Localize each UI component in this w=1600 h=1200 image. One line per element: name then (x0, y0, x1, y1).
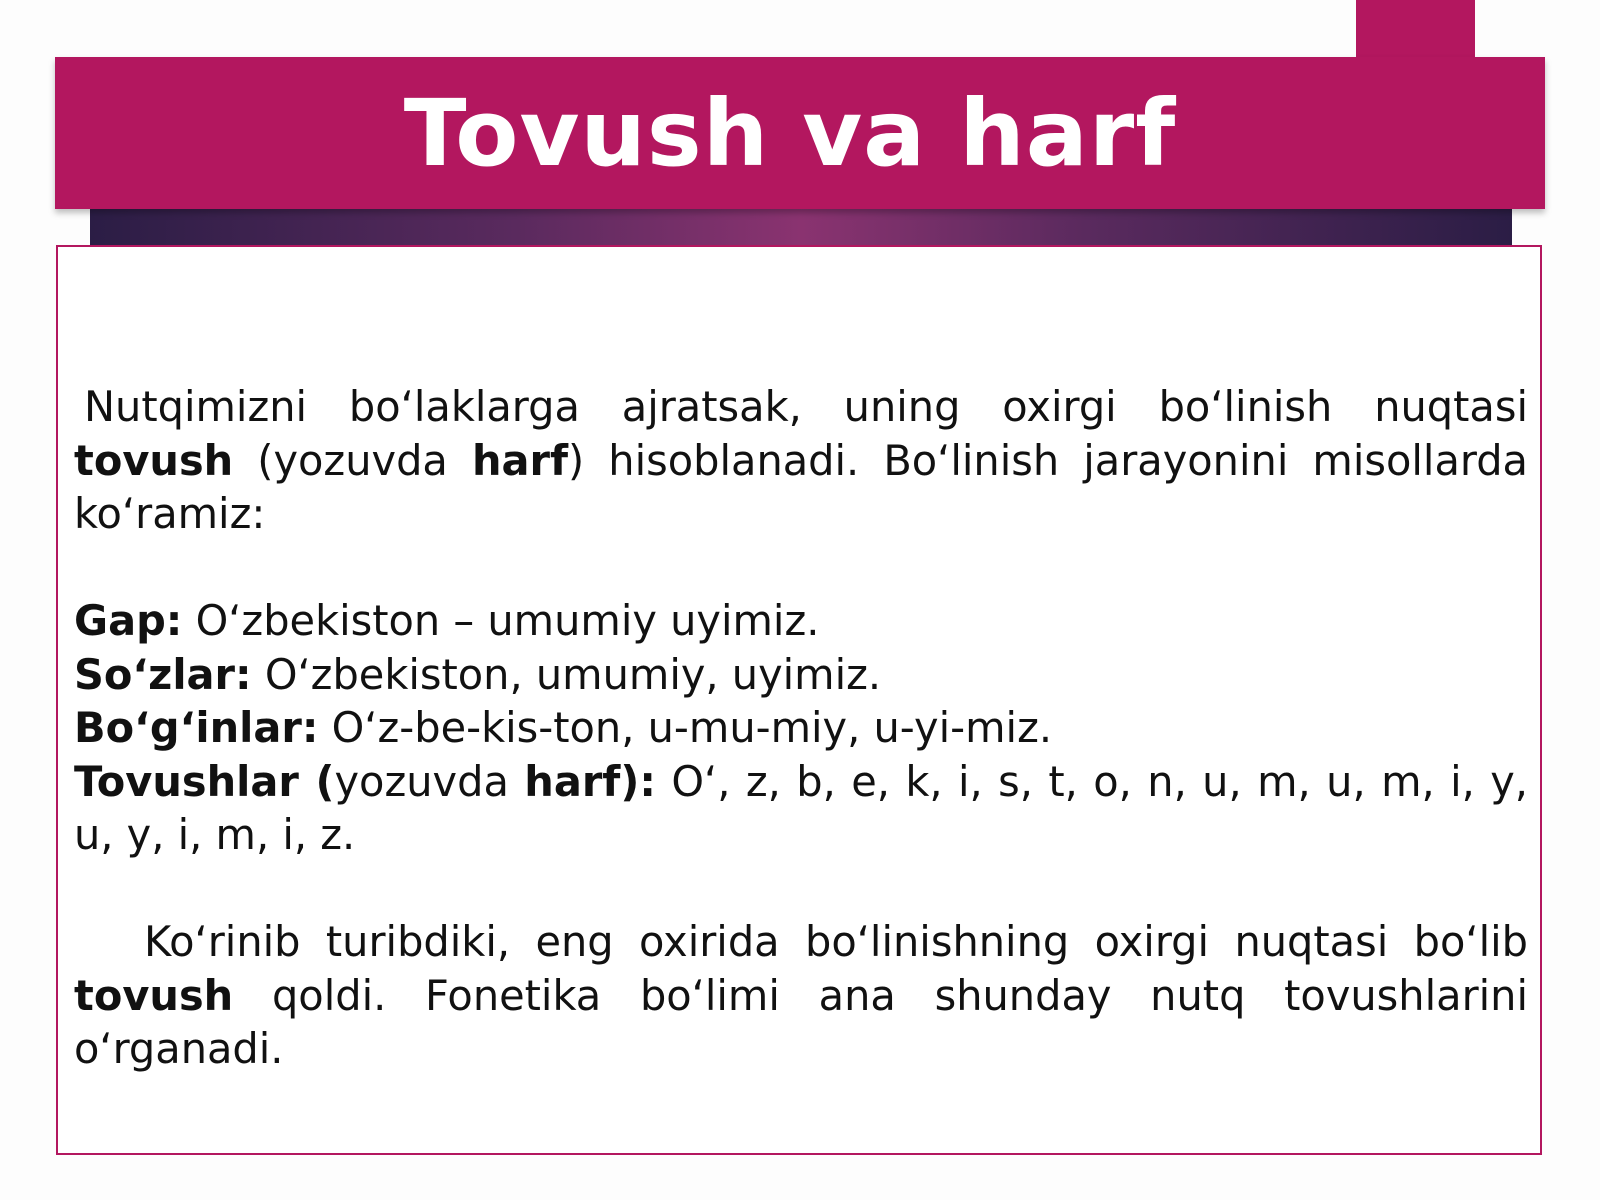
conclusion-part2: qoldi. Fonetika bo‘limi ana shunday nutq tovushlarini o‘rganadi. (74, 970, 1528, 1073)
intro-part3: ) hisoblanadi. Bo‘linish jarayonini misollarda ko‘ramiz: (74, 435, 1528, 538)
sounds-value: O‘, z, b, e, k, i, s, t, o, n, u, m, u, m, i, y, u, y, i, m, i, z. (74, 756, 1529, 859)
intro-bold-tovush: tovush (74, 435, 234, 485)
example-tovushlar (74, 755, 1528, 862)
example-sozlar (74, 648, 1528, 702)
example-gap (74, 594, 1528, 648)
intro-paragraph (74, 380, 1528, 541)
example-value: O‘zbekiston, umumiy, uyimiz. (251, 649, 882, 699)
conclusion-part1: Ko‘rinib turibdiki, eng oxirida bo‘linishning oxirgi nuqtasi bo‘lib (144, 917, 1528, 966)
conclusion-bold-tovush: tovush (74, 970, 234, 1020)
intro-bold-harf: harf (471, 435, 569, 485)
example-value: O‘zbekiston – umumiy uyimiz. (182, 596, 820, 645)
corner-tab-decoration (1356, 0, 1475, 60)
intro-part2: (yozuvda (233, 435, 472, 485)
sounds-paren-text: yozuvda (334, 756, 525, 806)
sounds-label: Tovushlar ( (74, 756, 335, 806)
title-banner (55, 57, 1545, 209)
example-value: O‘z-be-kis-ton, u-mu-miy, u-yi-miz. (318, 703, 1053, 752)
example-label: So‘zlar: (74, 649, 252, 699)
example-label: Bo‘g‘inlar: (74, 703, 319, 752)
content-box (56, 245, 1542, 1155)
example-label: Gap: (74, 596, 183, 645)
intro-part1: Nutqimizni bo‘laklarga ajratsak, uning oxirgi bo‘linish nuqtasi (84, 382, 1528, 431)
example-boginlar (74, 701, 1528, 755)
sounds-label-harf: harf): (524, 756, 656, 806)
title-shadow-band (90, 205, 1512, 245)
conclusion-paragraph (74, 915, 1528, 1076)
slide-title: Tovush va harf (403, 79, 1177, 187)
content-text (74, 380, 1528, 1076)
